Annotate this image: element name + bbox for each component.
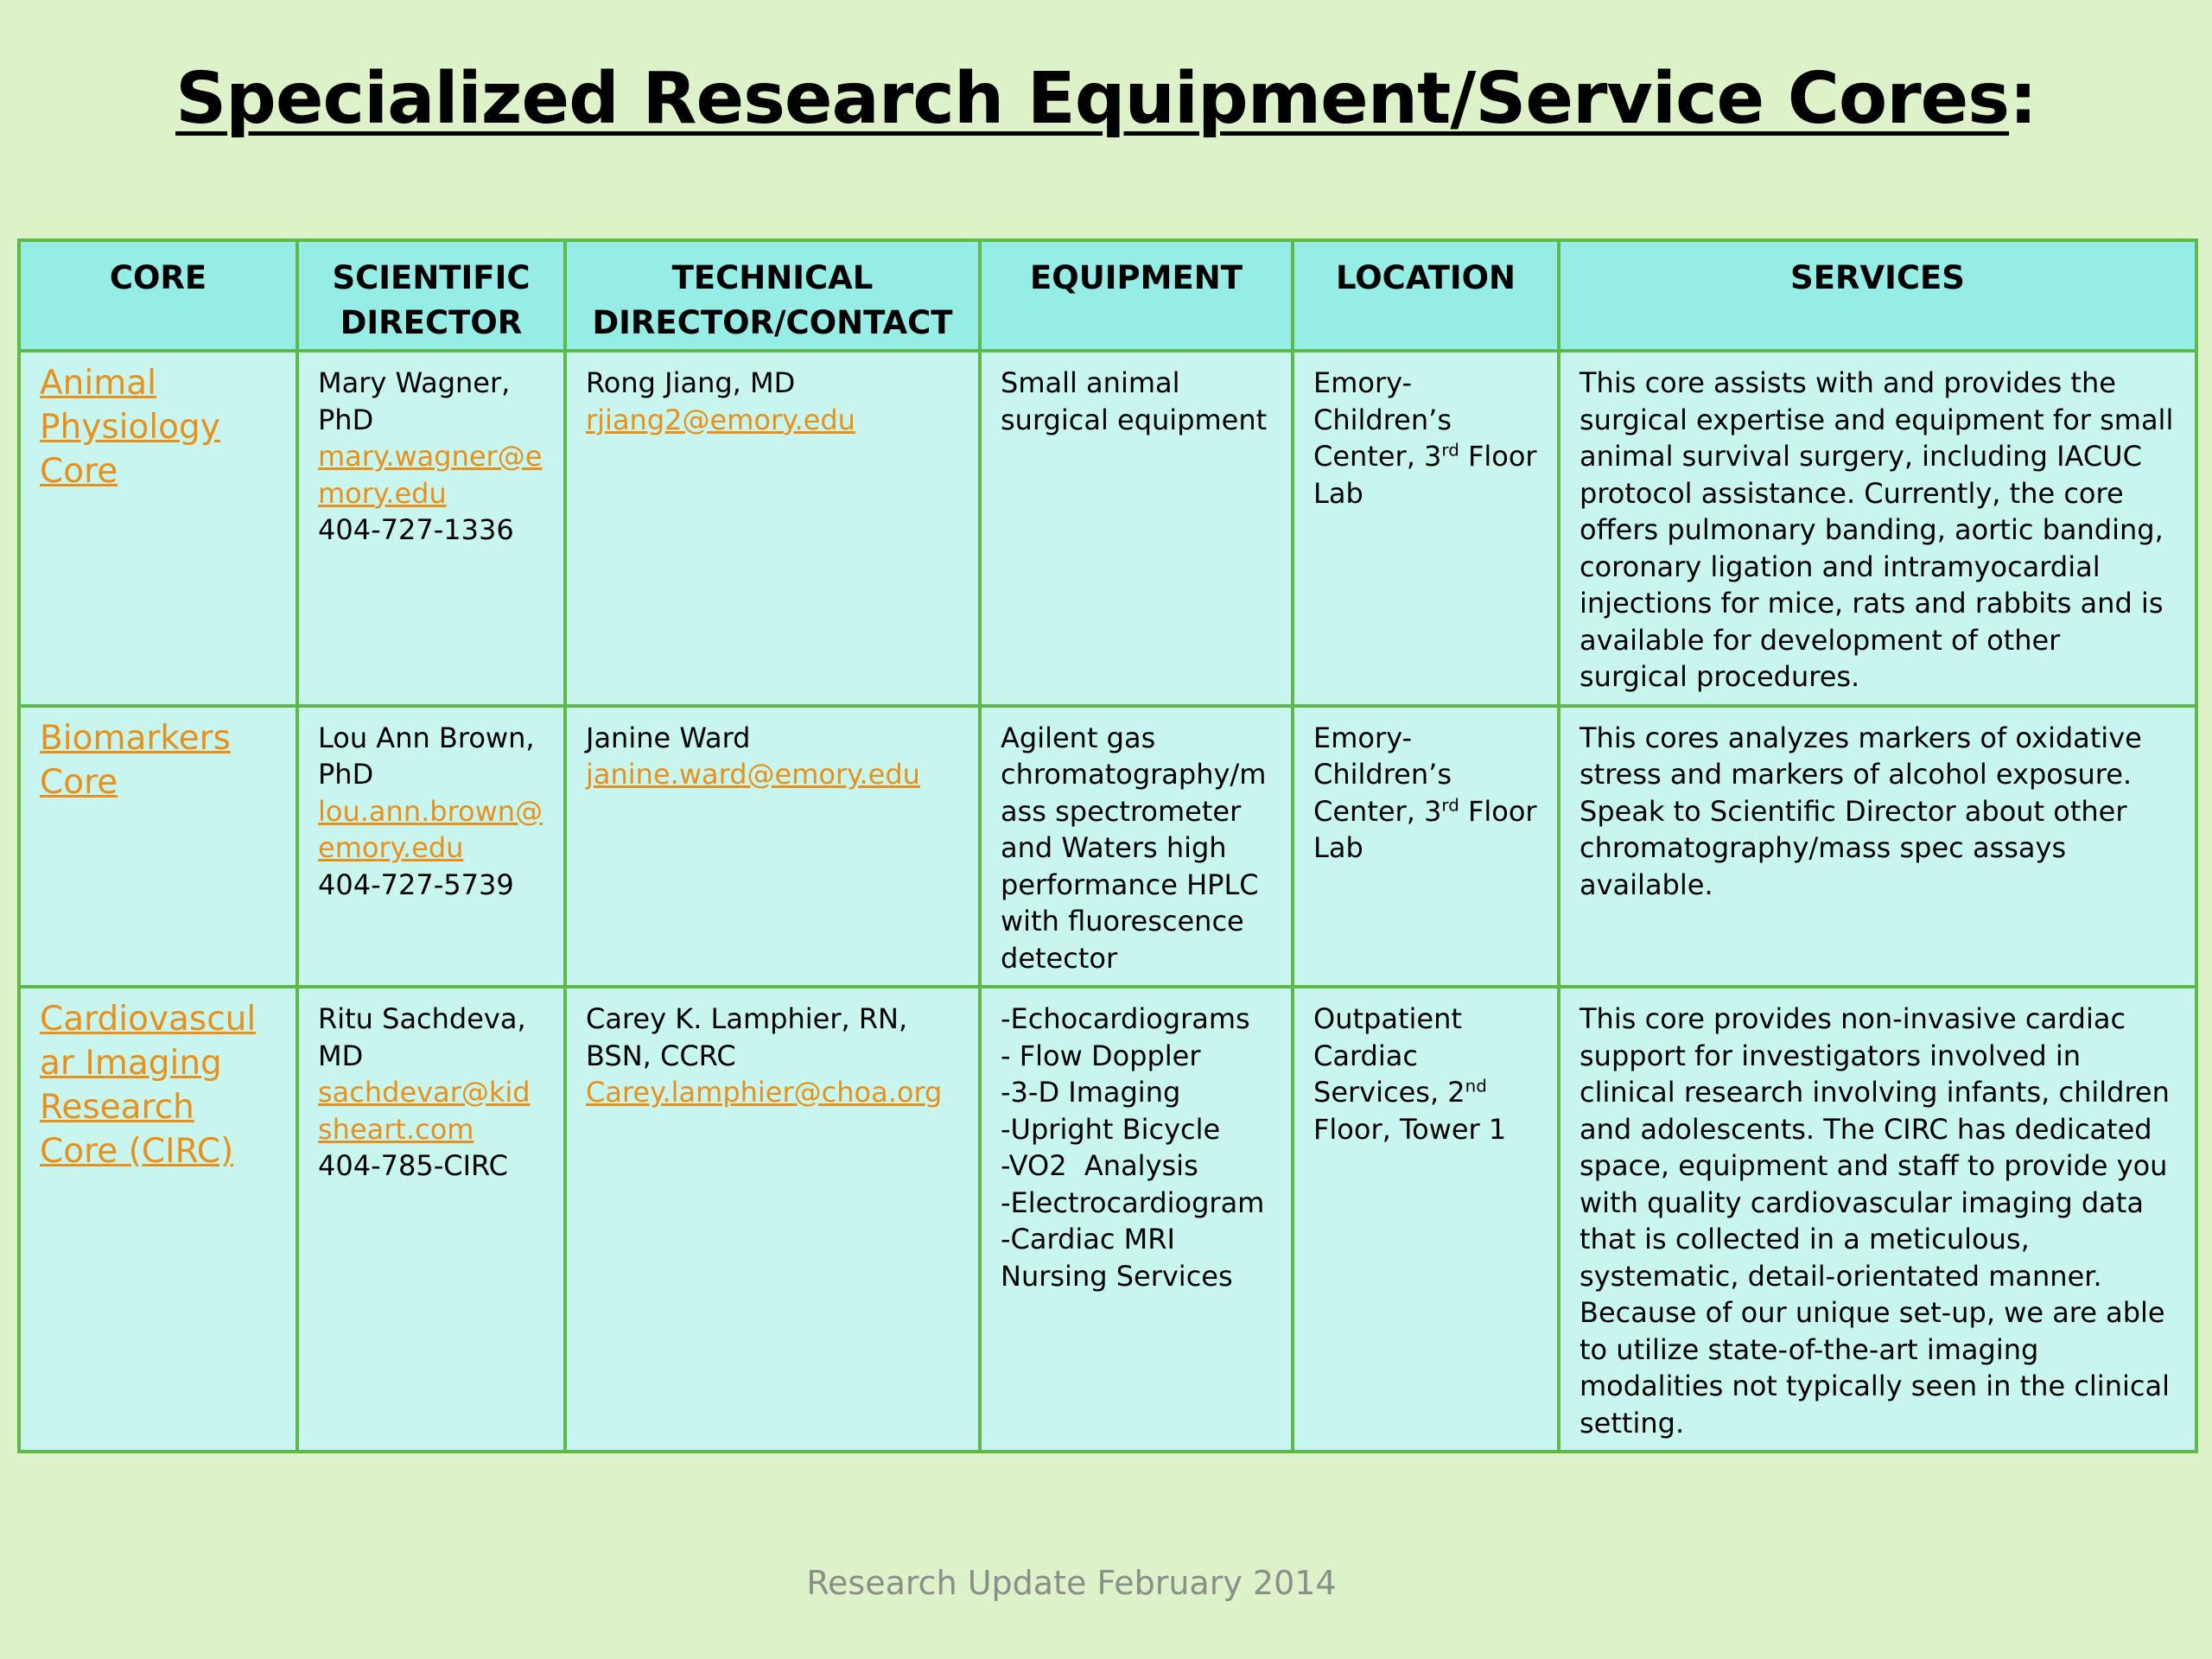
technical-director-cell xyxy=(565,351,980,706)
scientific-director-phone: 404-727-1336 xyxy=(318,513,514,546)
table-header-row xyxy=(19,240,2196,351)
table-row xyxy=(19,706,2196,988)
equipment-cell xyxy=(980,351,1293,706)
scientific-director-email-link[interactable]: mary.wagner@emory.edu xyxy=(318,440,543,510)
title-text: Specialized Research Equipment/Service Cores xyxy=(175,58,2010,140)
equipment-item: -VO2 Analysis xyxy=(1001,1149,1198,1182)
scientific-director-phone: 404-727-5739 xyxy=(318,868,514,901)
header-services: SERVICES xyxy=(1559,240,2196,351)
scientific-director-cell xyxy=(297,987,565,1452)
equipment-item: Small animal surgical equipment xyxy=(1001,366,1268,436)
technical-director-email-link[interactable]: Carey.lamphier@choa.org xyxy=(586,1076,943,1109)
scientific-director-cell xyxy=(297,706,565,988)
header-core: CORE xyxy=(19,240,297,351)
equipment-cell xyxy=(980,706,1293,988)
equipment-item: -3-D Imaging xyxy=(1001,1076,1181,1109)
services-cell xyxy=(1559,706,2196,988)
services-text: This cores analyzes markers of oxidative stress and markers of alcohol exposure. Speak to Scientific Director about other chromatography/mass spec assays available. xyxy=(1580,721,2142,901)
page-title xyxy=(0,52,2212,147)
equipment-item: -Echocardiograms xyxy=(1001,1002,1250,1035)
scientific-director-name: Ritu Sachdeva, MD xyxy=(318,1002,526,1072)
scientific-director-name: Mary Wagner, PhD xyxy=(318,366,511,436)
technical-director-cell xyxy=(565,706,980,988)
equipment-item: -Cardiac MRI xyxy=(1001,1223,1175,1255)
technical-director-name: Rong Jiang, MD xyxy=(586,366,796,399)
services-text: This core provides non-invasive cardiac support for investigators involved in clinical research involving infants, children and adolescents. The CIRC has dedicated space, equipment and staff to provide you with quality cardiovascular imaging data that is collected in a meticulous, systematic, detail-orientated manner. Because of our unique set-up, we are able to utilize state-of-the-art imaging modalities not typically seen in the clinical setting. xyxy=(1580,1002,2170,1440)
core-link-cardiovascular-imaging[interactable]: Cardiovascular Imaging Research Core (CIRC) xyxy=(40,1000,257,1171)
location-cell: Outpatient Cardiac Services, 2nd Floor, Tower 1 xyxy=(1293,987,1559,1452)
technical-director-name: Carey K. Lamphier, RN, BSN, CCRC xyxy=(586,1002,908,1072)
scientific-director-email-link[interactable]: sachdevar@kidsheart.com xyxy=(318,1076,531,1146)
technical-director-email-link[interactable]: janine.ward@emory.edu xyxy=(586,758,920,791)
location-cell: Emory-Children’s Center, 3rd Floor Lab xyxy=(1293,351,1559,706)
scientific-director-phone: 404-785-CIRC xyxy=(318,1149,509,1182)
header-technical-director: TECHNICAL DIRECTOR/CONTACT xyxy=(565,240,980,351)
core-link-biomarkers[interactable]: Biomarkers Core xyxy=(40,718,231,802)
header-scientific-director: SCIENTIFIC DIRECTOR xyxy=(297,240,565,351)
technical-director-email-link[interactable]: rjiang2@emory.edu xyxy=(586,403,855,436)
equipment-item: -Upright Bicycle xyxy=(1001,1112,1221,1146)
equipment-item: Agilent gas chromatography/mass spectrometer and Waters high performance HPLC with fluorescence detector xyxy=(1001,721,1267,975)
header-equipment: EQUIPMENT xyxy=(980,240,1293,351)
cores-table xyxy=(17,238,2198,1453)
core-link-animal-physiology[interactable]: Animal Physiology Core xyxy=(40,364,220,491)
services-text: This core assists with and provides the surgical expertise and equipment for small animal survival surgery, including IACUC protocol assistance. Currently, the core offers pulmonary banding, aortic banding, coronary ligation and intramyocardial injections for mice, rats and rabbits and is available for development of other surgical procedures. xyxy=(1580,366,2174,693)
scientific-director-cell xyxy=(297,351,565,706)
technical-director-name: Janine Ward xyxy=(586,721,751,754)
equipment-item: - Flow Doppler xyxy=(1001,1039,1201,1072)
scientific-director-name: Lou Ann Brown, PhD xyxy=(318,721,535,791)
core-cell xyxy=(19,351,297,706)
scientific-director-email-link[interactable]: lou.ann.brown@emory.edu xyxy=(318,794,543,864)
table-row xyxy=(19,351,2196,706)
technical-director-cell xyxy=(565,987,980,1452)
equipment-item: Nursing Services xyxy=(1001,1259,1233,1293)
header-location: LOCATION xyxy=(1293,240,1559,351)
title-colon: : xyxy=(2009,58,2037,140)
core-cell xyxy=(19,987,297,1452)
core-cell xyxy=(19,706,297,988)
location-cell: Emory-Children’s Center, 3rd Floor Lab xyxy=(1293,706,1559,988)
services-cell xyxy=(1559,351,2196,706)
footer-text: Research Update February 2014 xyxy=(806,1564,1337,1602)
equipment-item: -Electrocardiogram xyxy=(1001,1185,1265,1219)
table-row xyxy=(19,987,2196,1452)
equipment-cell xyxy=(980,987,1293,1452)
services-cell xyxy=(1559,987,2196,1452)
